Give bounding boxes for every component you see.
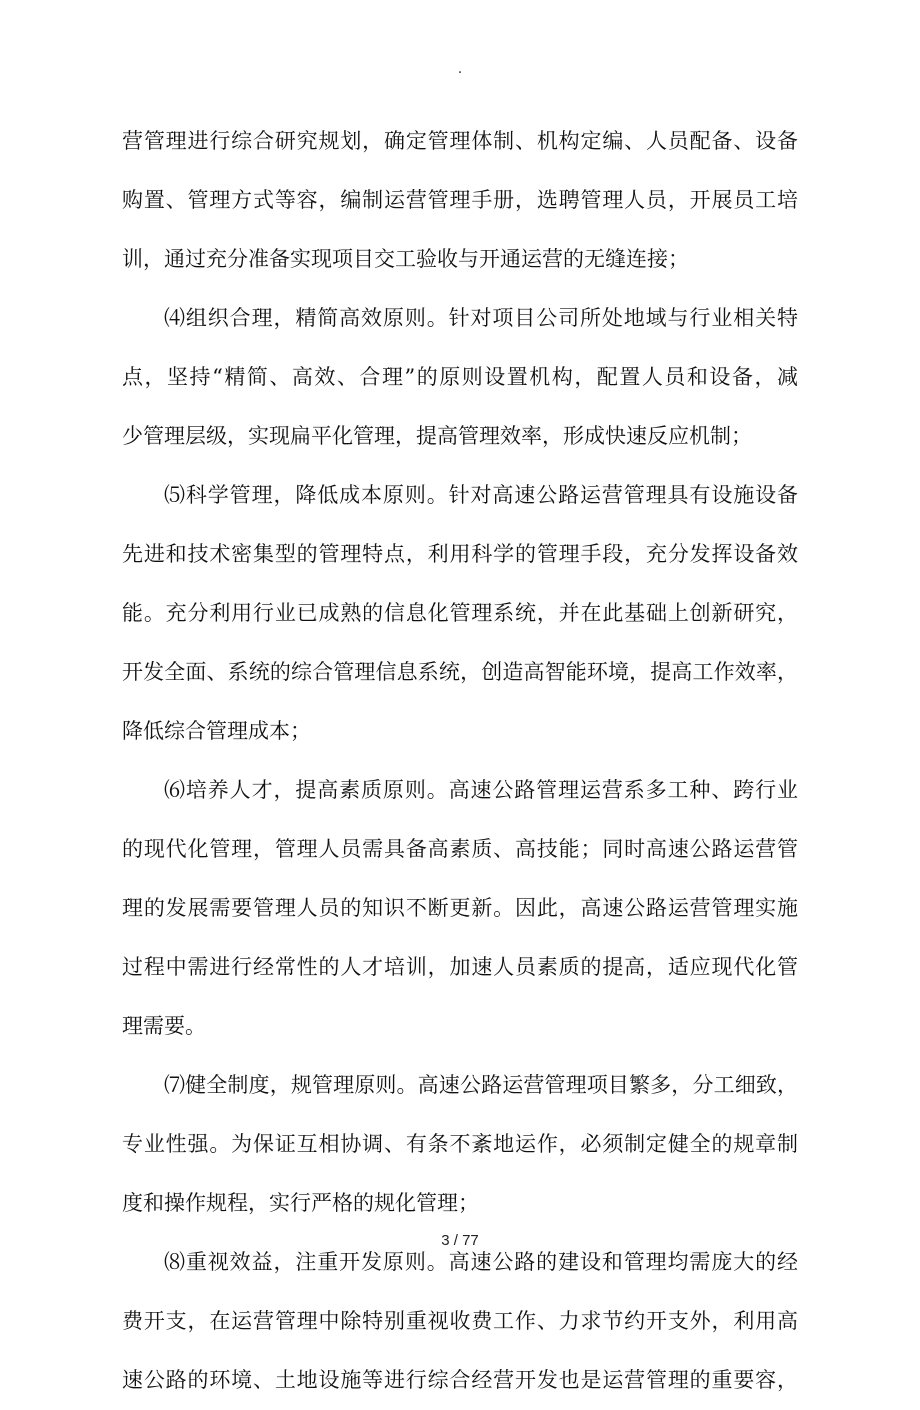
paragraph-line: 能。充分利用行业已成熟的信息化管理系统，并在此基础上创新研究，: [122, 601, 798, 625]
paragraph-line: ⑺健全制度，规管理原则。高速公路运营管理项目繁多，分工细致，: [164, 1073, 798, 1097]
page-number: 3 / 77: [441, 1232, 479, 1249]
paragraph-line: ⑻重视效益，注重开发原则。高速公路的建设和管理均需庞大的经: [164, 1250, 798, 1274]
paragraph-line: 的现代化管理，管理人员需具备高素质、高技能；同时高速公路运营管: [122, 837, 798, 861]
paragraph-line: 购置、管理方式等容，编制运营管理手册，选聘管理人员，开展员工培: [122, 188, 798, 212]
paragraph-line: 少管理层级，实现扁平化管理，提高管理效率，形成快速反应机制；: [122, 424, 752, 448]
paragraph-line: 费开支，在运营管理中除特别重视收费工作、力求节约开支外，利用高: [122, 1309, 798, 1333]
paragraph-line: 训，通过充分准备实现项目交工验收与开通运营的无缝连接；: [122, 247, 689, 271]
paragraph-line: 营管理进行综合研究规划，确定管理体制、机构定编、人员配备、设备: [122, 129, 798, 153]
paragraph-line: 过程中需进行经常性的人才培训，加速人员素质的提高，适应现代化管: [122, 955, 798, 979]
paragraph-line: 降低综合管理成本；: [122, 719, 311, 743]
paragraph-line: 度和操作规程，实行严格的规化管理；: [122, 1191, 479, 1215]
header-mark: .: [457, 61, 463, 77]
paragraph-line: 先进和技术密集型的管理特点，利用科学的管理手段，充分发挥设备效: [122, 542, 798, 566]
paragraph-line: ⑷组织合理，精简高效原则。针对项目公司所处地域与行业相关特: [164, 306, 798, 330]
body-text: [122, 112, 798, 1410]
paragraph-line: 理的发展需要管理人员的知识不断更新。因此，高速公路运营管理实施: [122, 896, 798, 920]
paragraph-line: 理需要。: [122, 1014, 206, 1038]
paragraph-line: ⑹培养人才，提高素质原则。高速公路管理运营系多工种、跨行业: [164, 778, 798, 802]
paragraph-line: 开发全面、系统的综合管理信息系统，创造高智能环境，提高工作效率，: [122, 660, 798, 684]
paragraph-line: 点，坚持“精简、高效、合理”的原则设置机构，配置人员和设备，减: [122, 365, 798, 389]
paragraph-line: 专业性强。为保证互相协调、有条不紊地运作，必须制定健全的规章制: [122, 1132, 798, 1156]
paragraph-line: ⑸科学管理，降低成本原则。针对高速公路运营管理具有设施设备: [164, 483, 798, 507]
paragraph-line: 速公路的环境、土地设施等进行综合经营开发也是运营管理的重要容，: [122, 1368, 798, 1392]
